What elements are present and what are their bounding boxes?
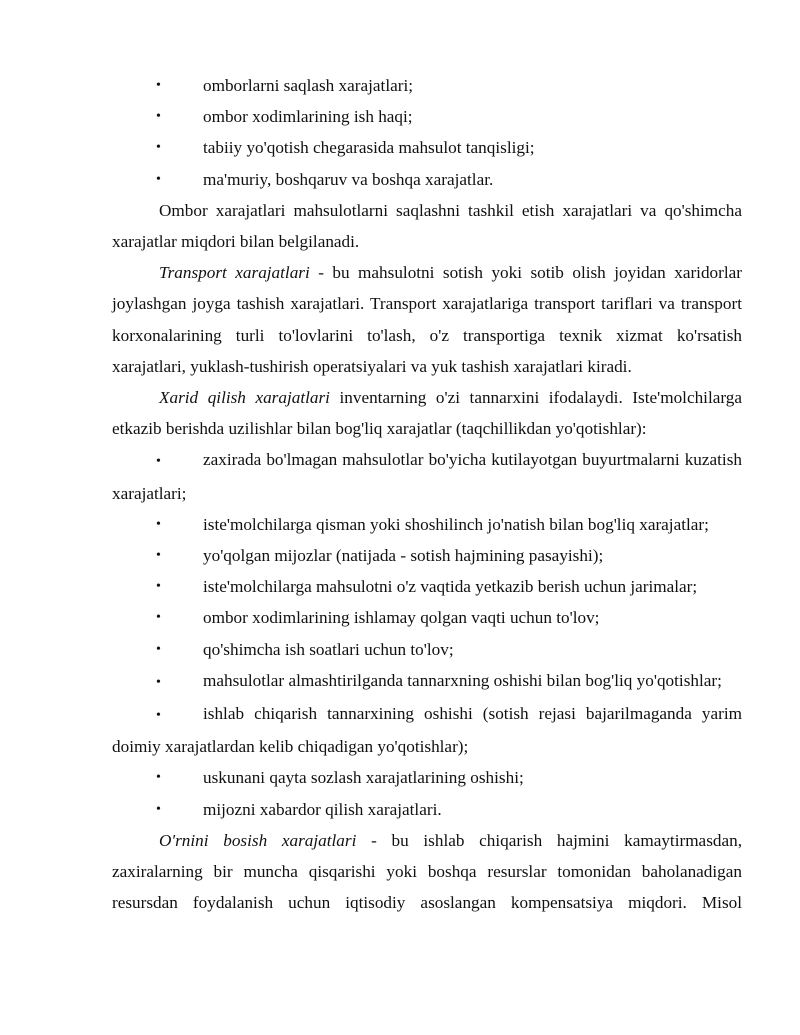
bullet-icon: • <box>156 548 161 564</box>
bullet-icon: • <box>156 641 161 657</box>
list-item: • ombor xodimlarining ishlamay qolgan vaqti uchun to'lov; <box>112 602 742 633</box>
bullet-icon: • <box>156 516 161 532</box>
paragraph-ombor: Ombor xarajatlari mahsulotlarni saqlashni tashkil etish xarajatlari va qo'shimcha xarajatlar miqdori bilan belgilanadi. <box>112 200 742 252</box>
term-ornini: O'rnini bosish xarajatlari <box>159 830 357 850</box>
paragraph-transport: Transport xarajatlari - bu mahsulotni sotish yoki sotib olish joyidan xaridorlar joylashgan joyga tashish xarajatlari. Transport xarajatlariga transport tariflari va transport korxonalarining turli to'lovlarini to'lash, o'z transportiga texnik xizmat ko'rsatish xarajatlari, yuklash-tushirish operatsiyalari va yuk tashish xarajatlari kiradi. <box>112 263 742 376</box>
list-item: • iste'molchilarga mahsulotni o'z vaqtida yetkazib berish uchun jarimalar; <box>112 571 742 602</box>
paragraph-ornini: O'rnini bosish xarajatlari - bu ishlab chiqarish hajmini kamaytirmasdan, zaxiralarning bir muncha qisqarishi yoki boshqa resurslar tomonidan baholanadigan resursdan foydalanish uchun iqtisodiy asoslangan kompensatsiya miqdori. Misol <box>112 830 742 913</box>
bullet-icon: • <box>156 171 161 187</box>
term-xarid: Xarid qilish xarajatlari <box>159 388 330 408</box>
list-item: • omborlarni saqlash xarajatlari; <box>112 70 742 101</box>
list-item: • zaxirada bo'lmagan mahsulotlar bo'yicha kutilayotgan buyurtmalarni kuzatish xarajatlari; <box>112 444 742 508</box>
bullet-icon: • <box>156 708 161 724</box>
bullet-icon: • <box>156 801 161 817</box>
bullet-icon: • <box>156 454 161 470</box>
document-page <box>112 70 742 918</box>
list-item: • tabiiy yo'qotish chegarasida mahsulot tanqisligi; <box>112 132 742 163</box>
term-transport: Transport xarajatlari <box>159 263 310 283</box>
list-item: • uskunani qayta sozlash xarajatlarining oshishi; <box>112 762 742 793</box>
list-item: • yo'qolgan mijozlar (natijada - sotish hajmining pasayishi); <box>112 540 742 571</box>
bullet-icon: • <box>156 140 161 156</box>
bullet-icon: • <box>156 770 161 786</box>
bullet-icon: • <box>156 579 161 595</box>
bullet-icon: • <box>156 109 161 125</box>
list-item: • ombor xodimlarining ish haqi; <box>112 101 742 132</box>
bullet-icon: • <box>156 78 161 93</box>
list-item: • qo'shimcha ish soatlari uchun to'lov; <box>112 634 742 665</box>
list-item: • ishlab chiqarish tannarxining oshishi (sotish rejasi bajarilmaganda yarim doimiy xarajatlardan kelib chiqadigan yo'qotishlar); <box>112 698 742 762</box>
bullet-icon: • <box>156 610 161 626</box>
list-item: • ma'muriy, boshqaruv va boshqa xarajatlar. <box>112 164 742 195</box>
list-item: • mijozni xabardor qilish xarajatlari. <box>112 794 742 825</box>
paragraph-xarid: Xarid qilish xarajatlari inventarning o'zi tannarxini ifodalaydi. Iste'molchilarga etkazib berishda uzilishlar bilan bog'liq xarajatlar (taqchillikdan yo'qotishlar): <box>112 388 742 439</box>
list-item: • mahsulotlar almashtirilganda tannarxning oshishi bilan bog'liq yo'qotishlar; <box>112 665 742 698</box>
list-item: • iste'molchilarga qisman yoki shoshilinch jo'natish bilan bog'liq xarajatlar; <box>112 509 742 540</box>
bullet-icon: • <box>156 674 161 690</box>
